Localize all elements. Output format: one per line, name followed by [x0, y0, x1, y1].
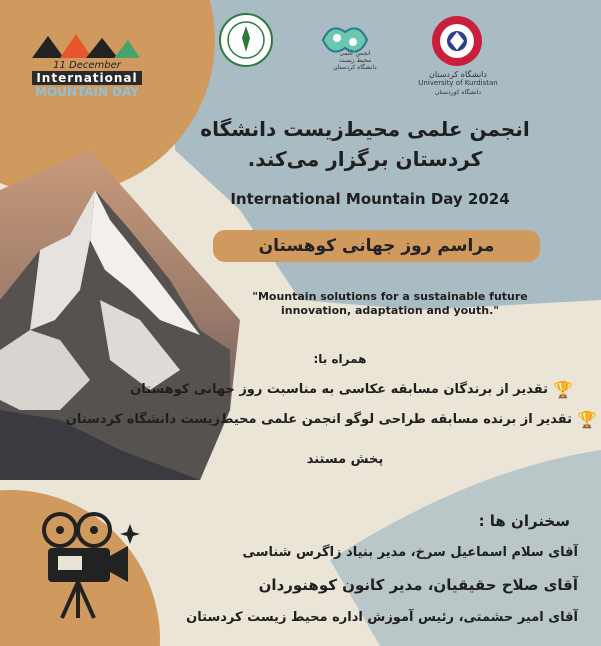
heading-line2: کردستان برگزار می‌کند.: [247, 147, 483, 171]
environment-society-text: [325, 50, 385, 71]
society-line2: محیط زیست: [338, 57, 372, 64]
with-label: همراه با:: [313, 352, 367, 366]
logo-date: 11 December: [53, 60, 121, 71]
society-line1: انجمن علمی: [339, 50, 371, 57]
university-sub: دانشگاه کوردستان: [434, 89, 482, 96]
speaker-1: آقای سلام اسماعیل سرخ، مدیر بنیاد زاگرس شناسی: [242, 545, 578, 560]
heading-line1: انجمن علمی محیط‌زیست دانشگاه: [200, 117, 530, 141]
event-title-en: International Mountain Day 2024: [230, 190, 510, 208]
university-name-en: University of Kurdistan: [418, 79, 498, 87]
quote-line2: innovation, adaptation and youth.": [280, 304, 500, 317]
film-camera-icon: [30, 510, 140, 620]
program-item-2: تقدیر از برنده مسابقه طراحی لوگو انجمن علمی محیط‌زیست دانشگاه کردستان: [65, 412, 572, 427]
speaker-3: آقای امیر حشمتی، رئیس آموزش اداره محیط زیست کردستان: [186, 610, 578, 625]
university-logo-icon: [430, 14, 484, 68]
logo-line1: International: [32, 71, 142, 85]
program-item-3: پخش مستند: [306, 452, 384, 467]
speaker-2: آقای صلاح حقیقیان، مدیر کانون کوهنوردان: [258, 576, 578, 594]
ceremony-banner: مراسم روز جهانی کوهستان: [213, 230, 540, 262]
logo-line2: MOUNTAIN DAY: [35, 85, 139, 99]
society-line3: دانشگاه کردستان: [333, 64, 377, 71]
program-item-1: تقدیر از برندگان مسابقه عکاسی به مناسبت روز جهانی کوهستان: [130, 382, 548, 397]
emblem-logo-icon: [218, 12, 274, 68]
university-name: [418, 70, 498, 97]
mountain-day-logo: [32, 60, 142, 99]
page-title: [150, 114, 580, 174]
mountain-day-logo-icon: [30, 30, 140, 62]
trophy-icon: 🏆: [577, 410, 597, 429]
theme-quote: [230, 290, 550, 318]
speakers-heading: سخنران ها :: [478, 512, 570, 530]
quote-line1: "Mountain solutions for a sustainable future: [252, 290, 528, 303]
trophy-icon: 🏆: [553, 380, 573, 399]
university-name-fa: دانشگاه کردستان: [429, 70, 487, 79]
